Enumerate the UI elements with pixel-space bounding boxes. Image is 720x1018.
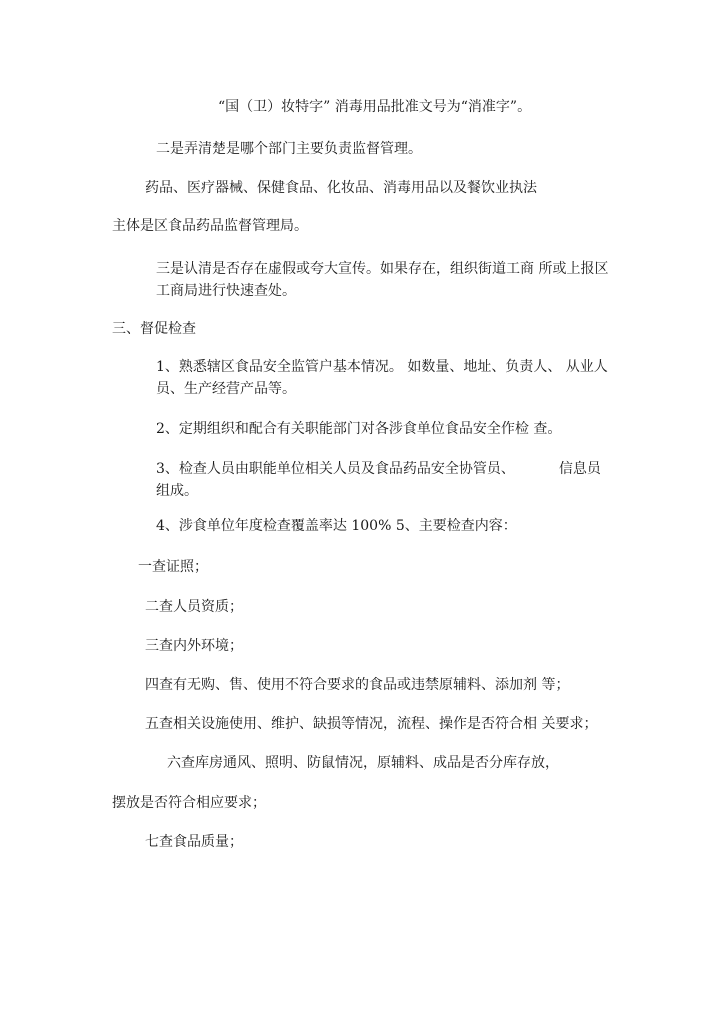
check-item-6: 六查库房通风、照明、防鼠情况，原辅料、成品是否分库存放， [167, 755, 559, 771]
paragraph-approval-numbers: “国（卫）妆特字” 消毒用品批准文号为“消准字”。 [218, 99, 532, 115]
list-item-1: 1、熟悉辖区食品安全监管户基本情况。 如数量、地址、负责人、 从业人员、生产经营产品等。 [156, 359, 608, 397]
paragraph-enforcement-scope: 药品、医疗器械、保健食品、化妆品、消毒用品以及餐饮业执法 [145, 180, 537, 196]
list-item-2: 2、定期组织和配合有关职能部门对各涉食单位食品安全作检 查。 [156, 421, 562, 437]
check-item-4: 四查有无购、售、使用不符合要求的食品或违禁原辅料、添加剂 等； [145, 677, 570, 693]
check-item-1: 一查证照； [138, 559, 208, 575]
check-item-6-continued: 摆放是否符合相应要求； [112, 795, 266, 811]
paragraph-point-two: 二是弄清楚是哪个部门主要负责监督管理。 [156, 141, 422, 157]
list-item-4: 4、涉食单位年度检查覆盖率达 100% 5、主要检查内容： [156, 518, 517, 534]
paragraph-point-three: 三是认清是否存在虚假或夸大宣传。如果存在，组织街道工商 所或上报区工商局进行快速查处。 [156, 261, 609, 299]
check-item-2: 二查人员资质； [145, 599, 243, 615]
list-item-3-text: 3、检查人员由职能单位相关人员及食品药品安全协管员、 [156, 461, 515, 477]
list-item-3-tail: 信息员组成。 [156, 461, 601, 499]
check-item-3: 三查内外环境； [145, 638, 243, 654]
check-item-5: 五查相关设施使用、维护、缺损等情况，流程、操作是否符合相 关要求； [145, 716, 598, 732]
list-item-3 [156, 458, 608, 502]
paragraph-enforcement-body: 主体是区食品药品监督管理局。 [112, 218, 308, 234]
section-heading-inspection: 三、督促检查 [112, 321, 196, 337]
check-item-7: 七查食品质量； [145, 834, 243, 850]
